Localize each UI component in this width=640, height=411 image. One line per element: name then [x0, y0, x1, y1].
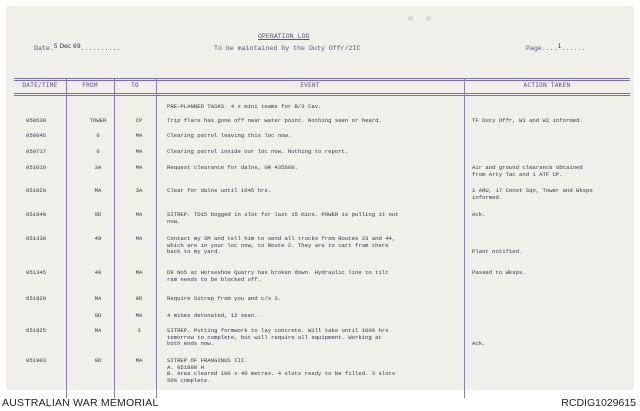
- cell-date-time: 051903: [26, 357, 47, 364]
- table-rule: [14, 95, 630, 96]
- cell-from: 49: [94, 269, 102, 276]
- cell-event-line: back to my yard.: [167, 248, 221, 256]
- cell-to: MA: [135, 132, 143, 139]
- column-header-from: FROM: [82, 82, 98, 89]
- table-rule: [14, 78, 630, 79]
- cell-event-line: SITREP OF FRANGINUS III.: [167, 357, 248, 364]
- cell-date-time: 051825: [26, 327, 47, 334]
- cell-to: 3A: [135, 187, 143, 194]
- cell-from: MA: [94, 327, 102, 334]
- operation-log-table: [14, 78, 630, 398]
- cell-event-line: Request clearance for dalns, GR 435660.: [167, 164, 298, 171]
- cell-to: MA: [135, 211, 143, 218]
- cell-to: MA: [135, 312, 143, 319]
- cell-to: MA: [135, 357, 143, 364]
- column-header-date-time: DATE/TIME: [22, 82, 58, 89]
- date-value: 5 Dec 69: [53, 43, 81, 50]
- document-page: [6, 6, 634, 390]
- cell-from: 9D: [94, 357, 102, 364]
- cell-from: MA: [94, 187, 102, 194]
- cell-event-line: ram needs to be blocked off.: [167, 275, 261, 283]
- cell-date-time: 050717: [26, 148, 47, 155]
- column-header-to: TO: [131, 82, 139, 89]
- cell-event-line: Contact my SM and tell him to send all trucks from Routes 23 and 44,: [167, 235, 396, 242]
- cell-from: 6: [96, 148, 100, 155]
- cell-action-line: TF Duty Offr, W1 and W2 informed.: [472, 117, 583, 124]
- cell-from: 9D: [94, 211, 102, 218]
- column-header-event: EVENT: [300, 82, 320, 89]
- cell-from: MA: [94, 295, 102, 302]
- cell-event-line: PRE-PLANNED TASKS. 4 x mini teams for B/3 Cav.: [167, 103, 322, 110]
- cell-date-time: 051345: [26, 269, 47, 276]
- log-title: OPERATION LOG: [258, 33, 310, 40]
- cell-event-line: Clearing patrol leaving this loc now.: [167, 132, 292, 139]
- punch-hole: [426, 16, 431, 21]
- cell-event-line: 50% complete.: [167, 376, 211, 384]
- cell-action-line: Ack.: [472, 211, 486, 218]
- cell-date-time: 051010: [26, 164, 47, 171]
- page-field: [526, 43, 586, 52]
- cell-to: MA: [135, 269, 143, 276]
- cell-event-line: tomorrow to complete, but will require all equipment. Working at: [167, 333, 382, 341]
- table-rule: [14, 80, 630, 81]
- cell-action-line: Passed to Wksps.: [472, 269, 526, 276]
- cell-action-line: from Arty Tac and 1 ATF CP.: [472, 170, 563, 178]
- table-rule: [14, 93, 630, 94]
- cell-from: 6: [96, 132, 100, 139]
- cell-event-line: which are in your loc now, to Route 2. They are to cart from there: [167, 241, 389, 249]
- cell-event-line: A. 051800 H: [167, 363, 204, 371]
- cell-from: TOWER: [89, 117, 107, 124]
- date-field: [34, 43, 121, 52]
- cell-event-line: SITREP. TD15 bogged in slot for last 15 mins. POWER is pulling it out: [167, 211, 399, 218]
- cell-event-line: B. Area cleared 100 x 40 metres. 4 slots ready to be filled. 3 slots: [167, 370, 396, 378]
- cell-event-line: 4 mines detonated, 12 seen.: [167, 312, 258, 319]
- cell-action-line: Air and ground clearance obtained: [472, 164, 583, 171]
- cell-event-line: both ends now.: [167, 340, 214, 348]
- cell-event-line: now.: [167, 217, 181, 225]
- cell-from: 3A: [94, 164, 102, 171]
- page-dots: ......: [561, 45, 586, 52]
- cell-event-line: D8 No5 at Horseshoe Quarry has broken down. Hydraulic line to tilt: [167, 269, 389, 276]
- cell-event-line: Clear for dalns until 1045 hrs.: [167, 187, 272, 194]
- cell-action-line: Ack.: [472, 340, 486, 348]
- cell-date-time: 051040: [26, 211, 47, 218]
- cell-from: 49: [94, 235, 102, 242]
- cell-to: MA: [135, 235, 143, 242]
- page-value: 1: [557, 43, 562, 50]
- cell-from: 9D: [94, 312, 102, 319]
- cell-to: 9D: [135, 295, 143, 302]
- punch-hole: [408, 16, 413, 21]
- cell-event-line: Require Sitrep from you and c/s 3.: [167, 295, 282, 302]
- cell-action-line: Plant notified.: [472, 248, 523, 256]
- cell-to: MA: [135, 164, 143, 171]
- column-header-action-taken: ACTION TAKEN: [523, 82, 571, 89]
- cell-date-time: 050530: [26, 117, 47, 124]
- cell-event-line: SITREP. Putting formwork to lay concrete. Will take until 1000 hrs: [167, 327, 389, 334]
- cell-event-line: Clearing patrol inside our loc now. Nothing to report.: [167, 148, 349, 155]
- cell-to: CP: [135, 117, 143, 124]
- cell-to: MA: [135, 148, 143, 155]
- archive-footer: [0, 396, 640, 411]
- cell-date-time: 051820: [26, 295, 47, 302]
- archive-reference: RCDIG1029615: [561, 397, 636, 409]
- cell-action-line: informed.: [472, 193, 503, 201]
- date-dots: ..........: [80, 45, 121, 52]
- column-divider: [156, 78, 157, 398]
- log-subtitle: To be maintained by the Duty Offr/2IC: [214, 45, 361, 52]
- cell-action-line: 1 ARU, 17 Const Sqn, Tower and Wksps: [472, 187, 593, 194]
- archive-name: AUSTRALIAN WAR MEMORIAL: [2, 397, 159, 409]
- cell-date-time: 051330: [26, 235, 47, 242]
- cell-date-time: 050645: [26, 132, 47, 139]
- cell-to: 3: [137, 327, 141, 334]
- cell-event-line: Trip flare has gone off near water point. Nothing seen or heard.: [167, 117, 382, 124]
- page-label: Page....: [526, 45, 558, 52]
- date-label: Date.: [34, 45, 54, 52]
- cell-date-time: 051020: [26, 187, 47, 194]
